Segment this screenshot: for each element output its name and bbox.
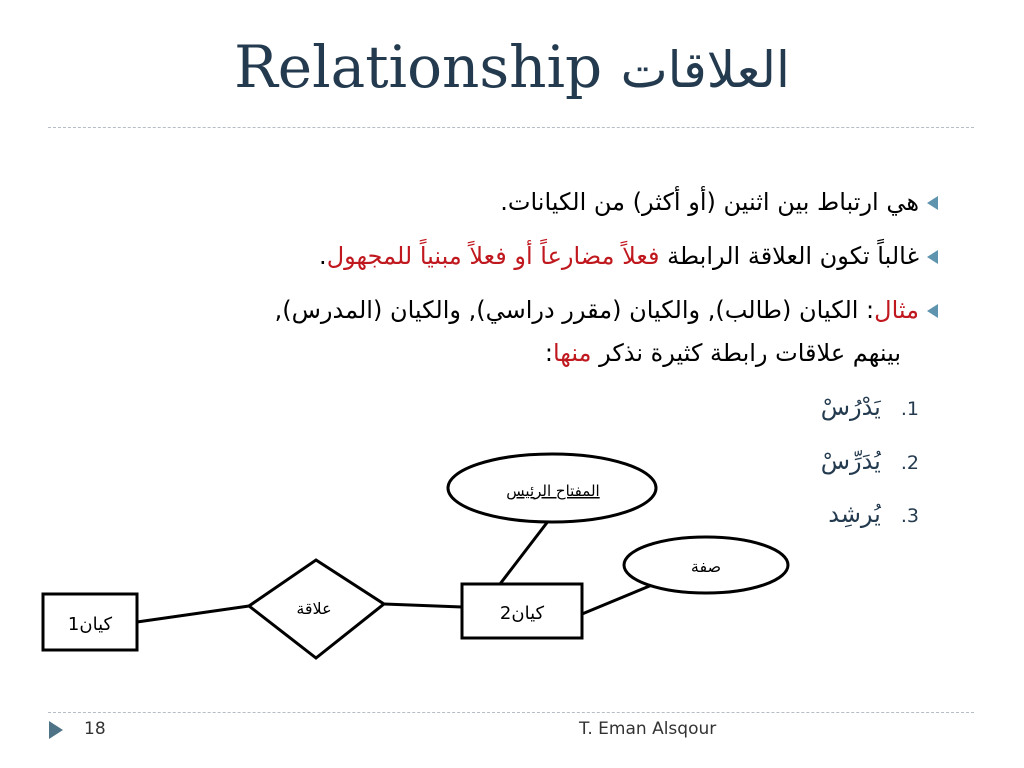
bullet-verb-type-text: غالباً تكون العلاقة الرابطة xyxy=(659,242,919,270)
bullet-verb-type-highlight: فعلاً مضارعاً أو فعلاً مبنياً للمجهول xyxy=(326,242,660,270)
triangle-arrow-icon xyxy=(49,721,63,739)
list-item-number: 3. xyxy=(900,505,919,527)
page-number: 18 xyxy=(84,719,106,739)
list-item-text: يُرشِد xyxy=(828,500,881,528)
relationship-label: علاقة xyxy=(296,599,332,618)
attribute-label: صفة xyxy=(690,557,722,576)
title-english: Relationship xyxy=(234,33,603,101)
list-item-text: يَدْرُسْ xyxy=(820,393,881,421)
connector-entity2-primary-key xyxy=(500,520,549,584)
title-arabic: العلاقات xyxy=(620,41,790,99)
bullet-example-label: مثال xyxy=(874,296,919,324)
list-item-number: 1. xyxy=(900,398,919,420)
list-item-text: يُدَرِّسْ xyxy=(820,447,881,475)
entity2-label: كيان2 xyxy=(499,603,545,624)
bullet-verb-type-end: . xyxy=(319,242,327,270)
bullet-definition: هي ارتباط بين اثنين (أو أكثر) من الكيانات. xyxy=(500,188,919,216)
connector-entity2-attribute xyxy=(582,585,652,614)
footer-divider xyxy=(48,712,974,713)
bullet-example-text: : الكيان (طالب), والكيان (مقرر دراسي), والكيان (المدرس), xyxy=(274,296,875,324)
bullet-continuation-end: : xyxy=(544,339,553,367)
primary-key-label: المفتاح الرئيس xyxy=(506,482,600,500)
entity1-label: كيان1 xyxy=(67,614,113,635)
list-item-number: 2. xyxy=(900,452,919,474)
connector-relationship-entity2 xyxy=(384,604,462,607)
bullet-continuation-text: بينهم علاقات رابطة كثيرة نذكر xyxy=(591,339,901,367)
bullet-continuation-highlight: منها xyxy=(552,339,592,367)
author-credit: T. Eman Alsqour xyxy=(579,719,717,739)
connector-entity1-relationship xyxy=(137,606,249,622)
